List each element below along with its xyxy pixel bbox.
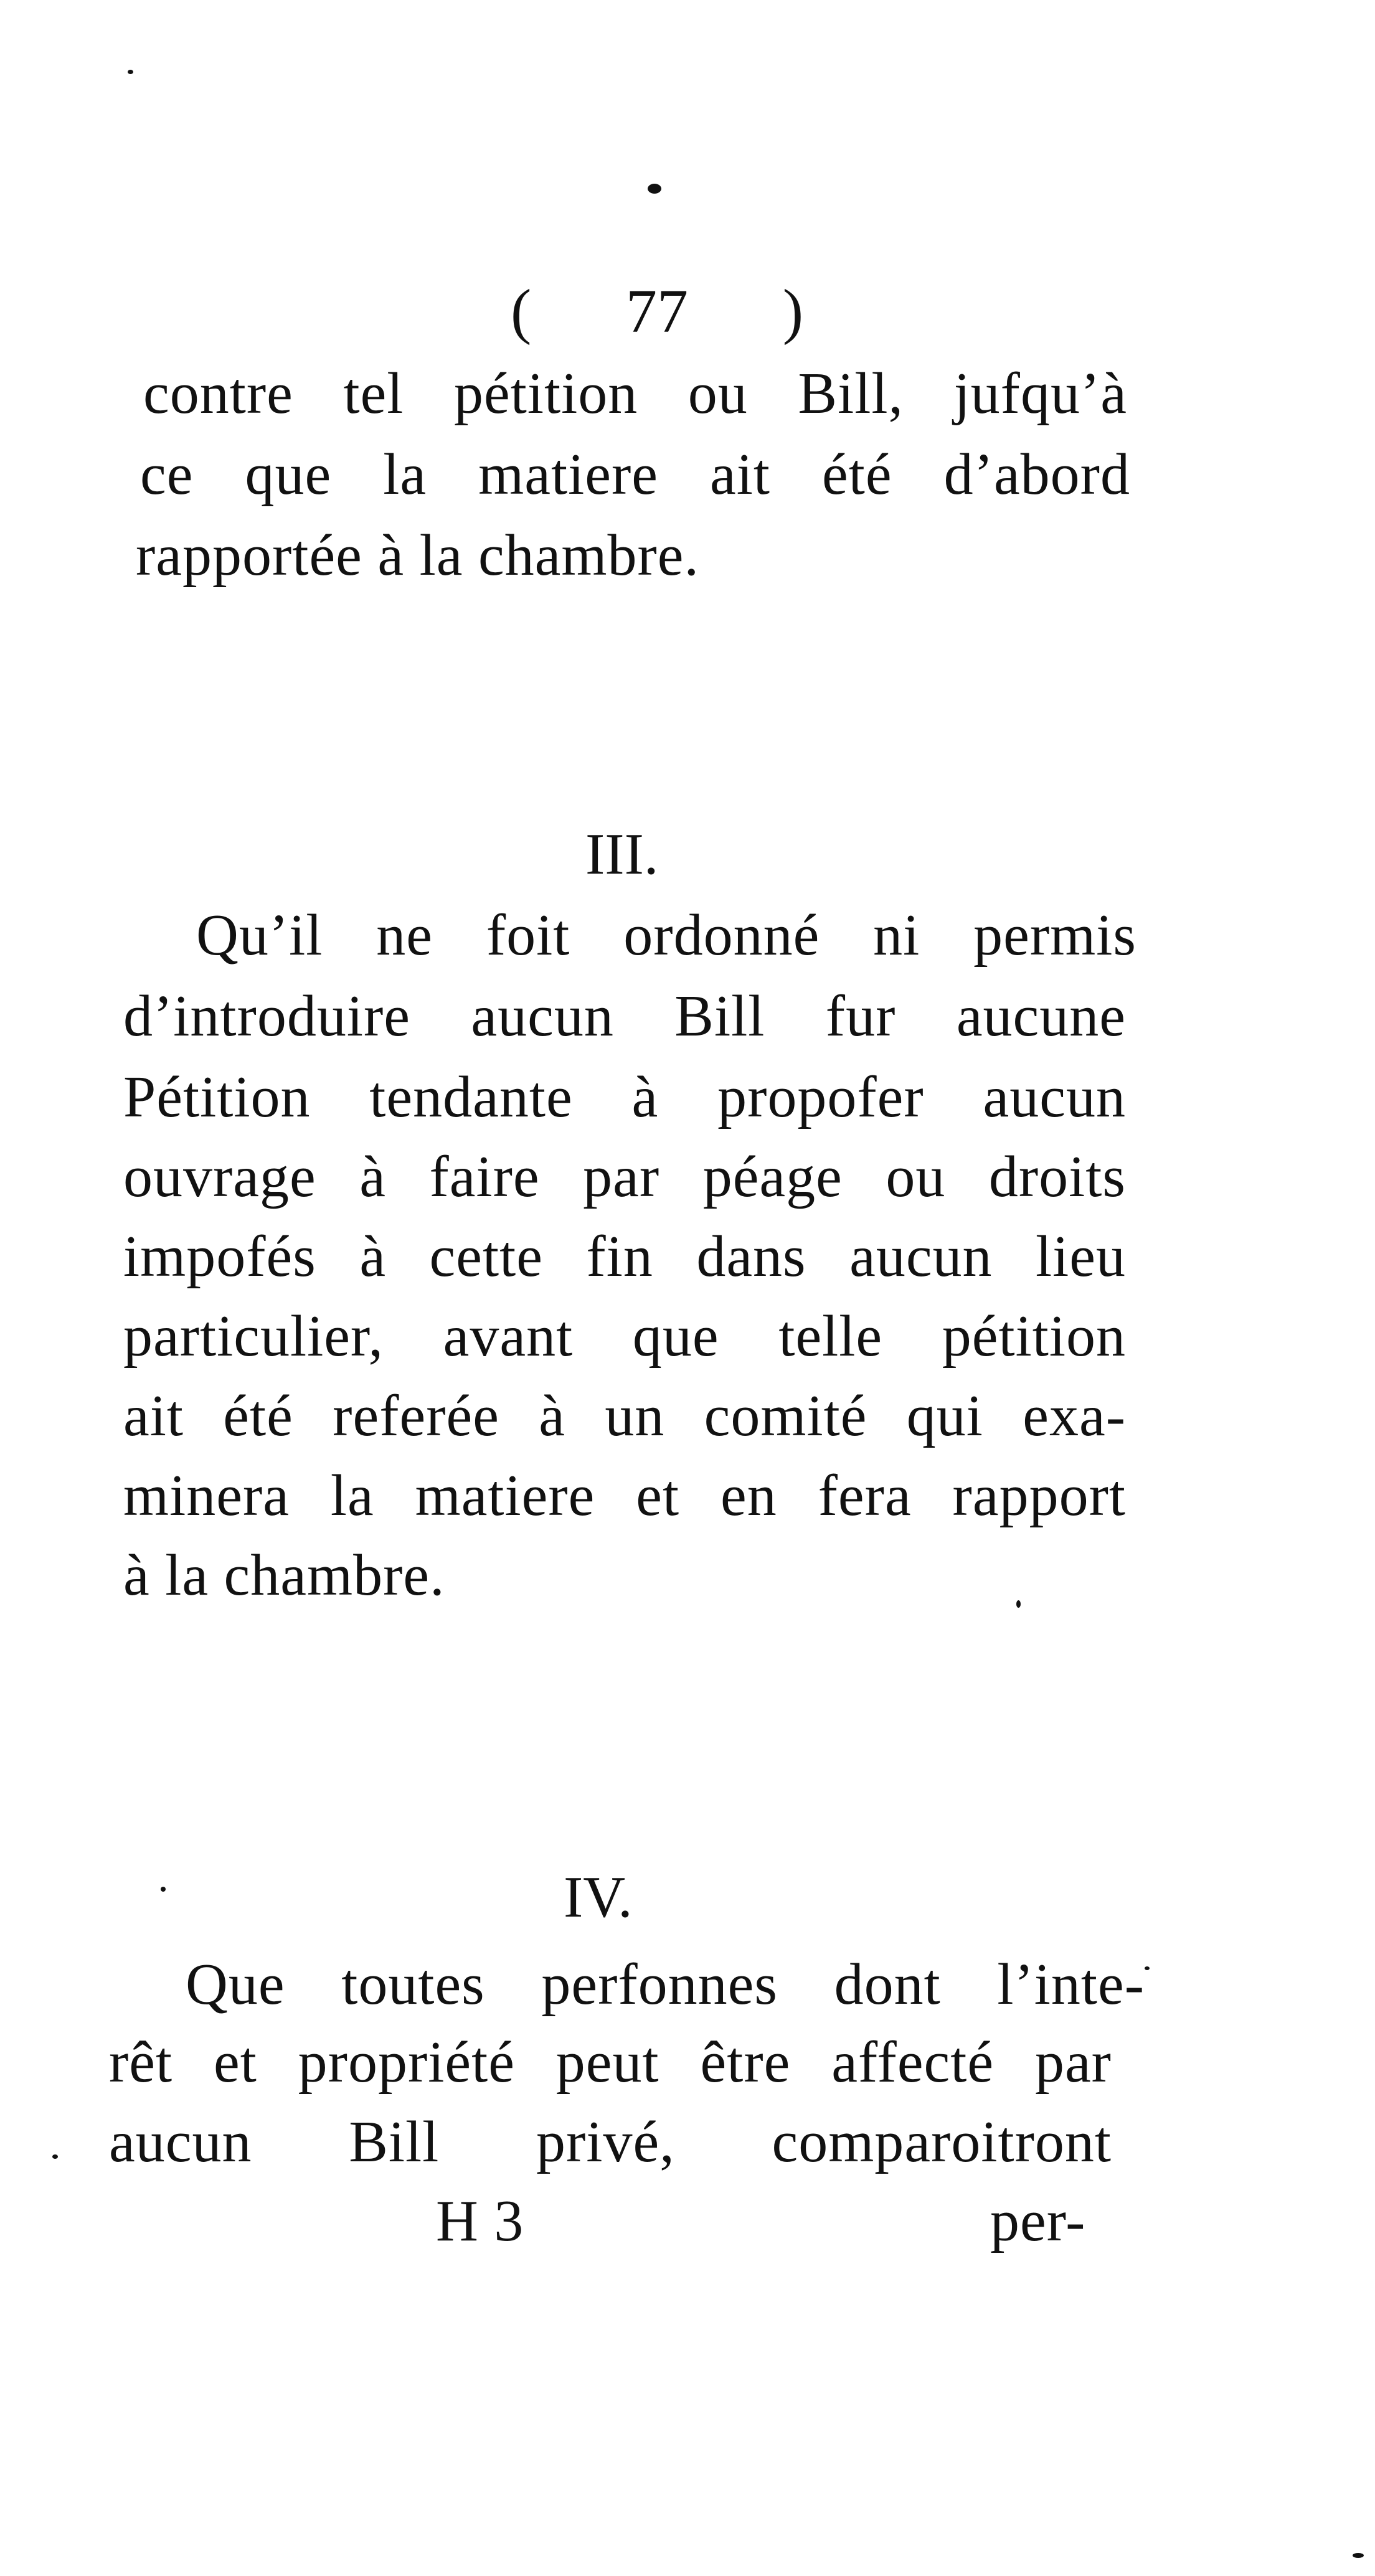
paragraph-line: ait été referée à un comité qui exa- xyxy=(123,1384,1126,1448)
paragraph-line: rêt et propriété peut être affecté par xyxy=(109,2030,1112,2095)
page-number: 77 xyxy=(626,276,688,346)
ink-speck xyxy=(128,70,133,74)
paragraph-line: Que toutes perfonnes dont l’inte- xyxy=(186,1952,1145,2017)
catchword: per- xyxy=(990,2189,1086,2253)
paragraph-line: minera la matiere et en fera rapport xyxy=(123,1463,1126,1528)
continuation-line: ce que la matiere ait été d’abord xyxy=(140,442,1130,507)
paragraph-line: impofés à cette fin dans aucun lieu xyxy=(123,1224,1126,1289)
ink-speck xyxy=(161,1887,166,1892)
open-parenthesis: ( xyxy=(511,276,532,346)
ink-speck xyxy=(648,184,661,194)
paragraph-line: Qu’il ne foit ordonné ni permis xyxy=(196,903,1136,968)
section-heading: IV. xyxy=(564,1865,633,1930)
paragraph-line: particulier, avant que telle pétition xyxy=(123,1304,1126,1369)
continuation-line: rapportée à la chambre. xyxy=(136,523,700,588)
ink-speck xyxy=(1016,1600,1021,1608)
ink-speck xyxy=(1145,1966,1150,1970)
signature-mark: H 3 xyxy=(436,2189,524,2253)
ink-speck xyxy=(52,2154,58,2159)
close-parenthesis: ) xyxy=(782,276,803,346)
paragraph-line: d’introduire aucun Bill fur aucune xyxy=(123,984,1126,1049)
continuation-line: contre tel pétition ou Bill, jufqu’à xyxy=(143,361,1127,426)
section-heading: III. xyxy=(585,822,659,887)
paragraph-line: Pétition tendante à propofer aucun xyxy=(123,1065,1126,1130)
paragraph-line: à la chambre. xyxy=(123,1543,445,1608)
ink-speck xyxy=(1353,2553,1364,2558)
page-number-header xyxy=(511,276,803,346)
paragraph-line: ouvrage à faire par péage ou droits xyxy=(123,1144,1126,1209)
paragraph-line: aucun Bill privé, comparoitront xyxy=(109,2110,1112,2174)
